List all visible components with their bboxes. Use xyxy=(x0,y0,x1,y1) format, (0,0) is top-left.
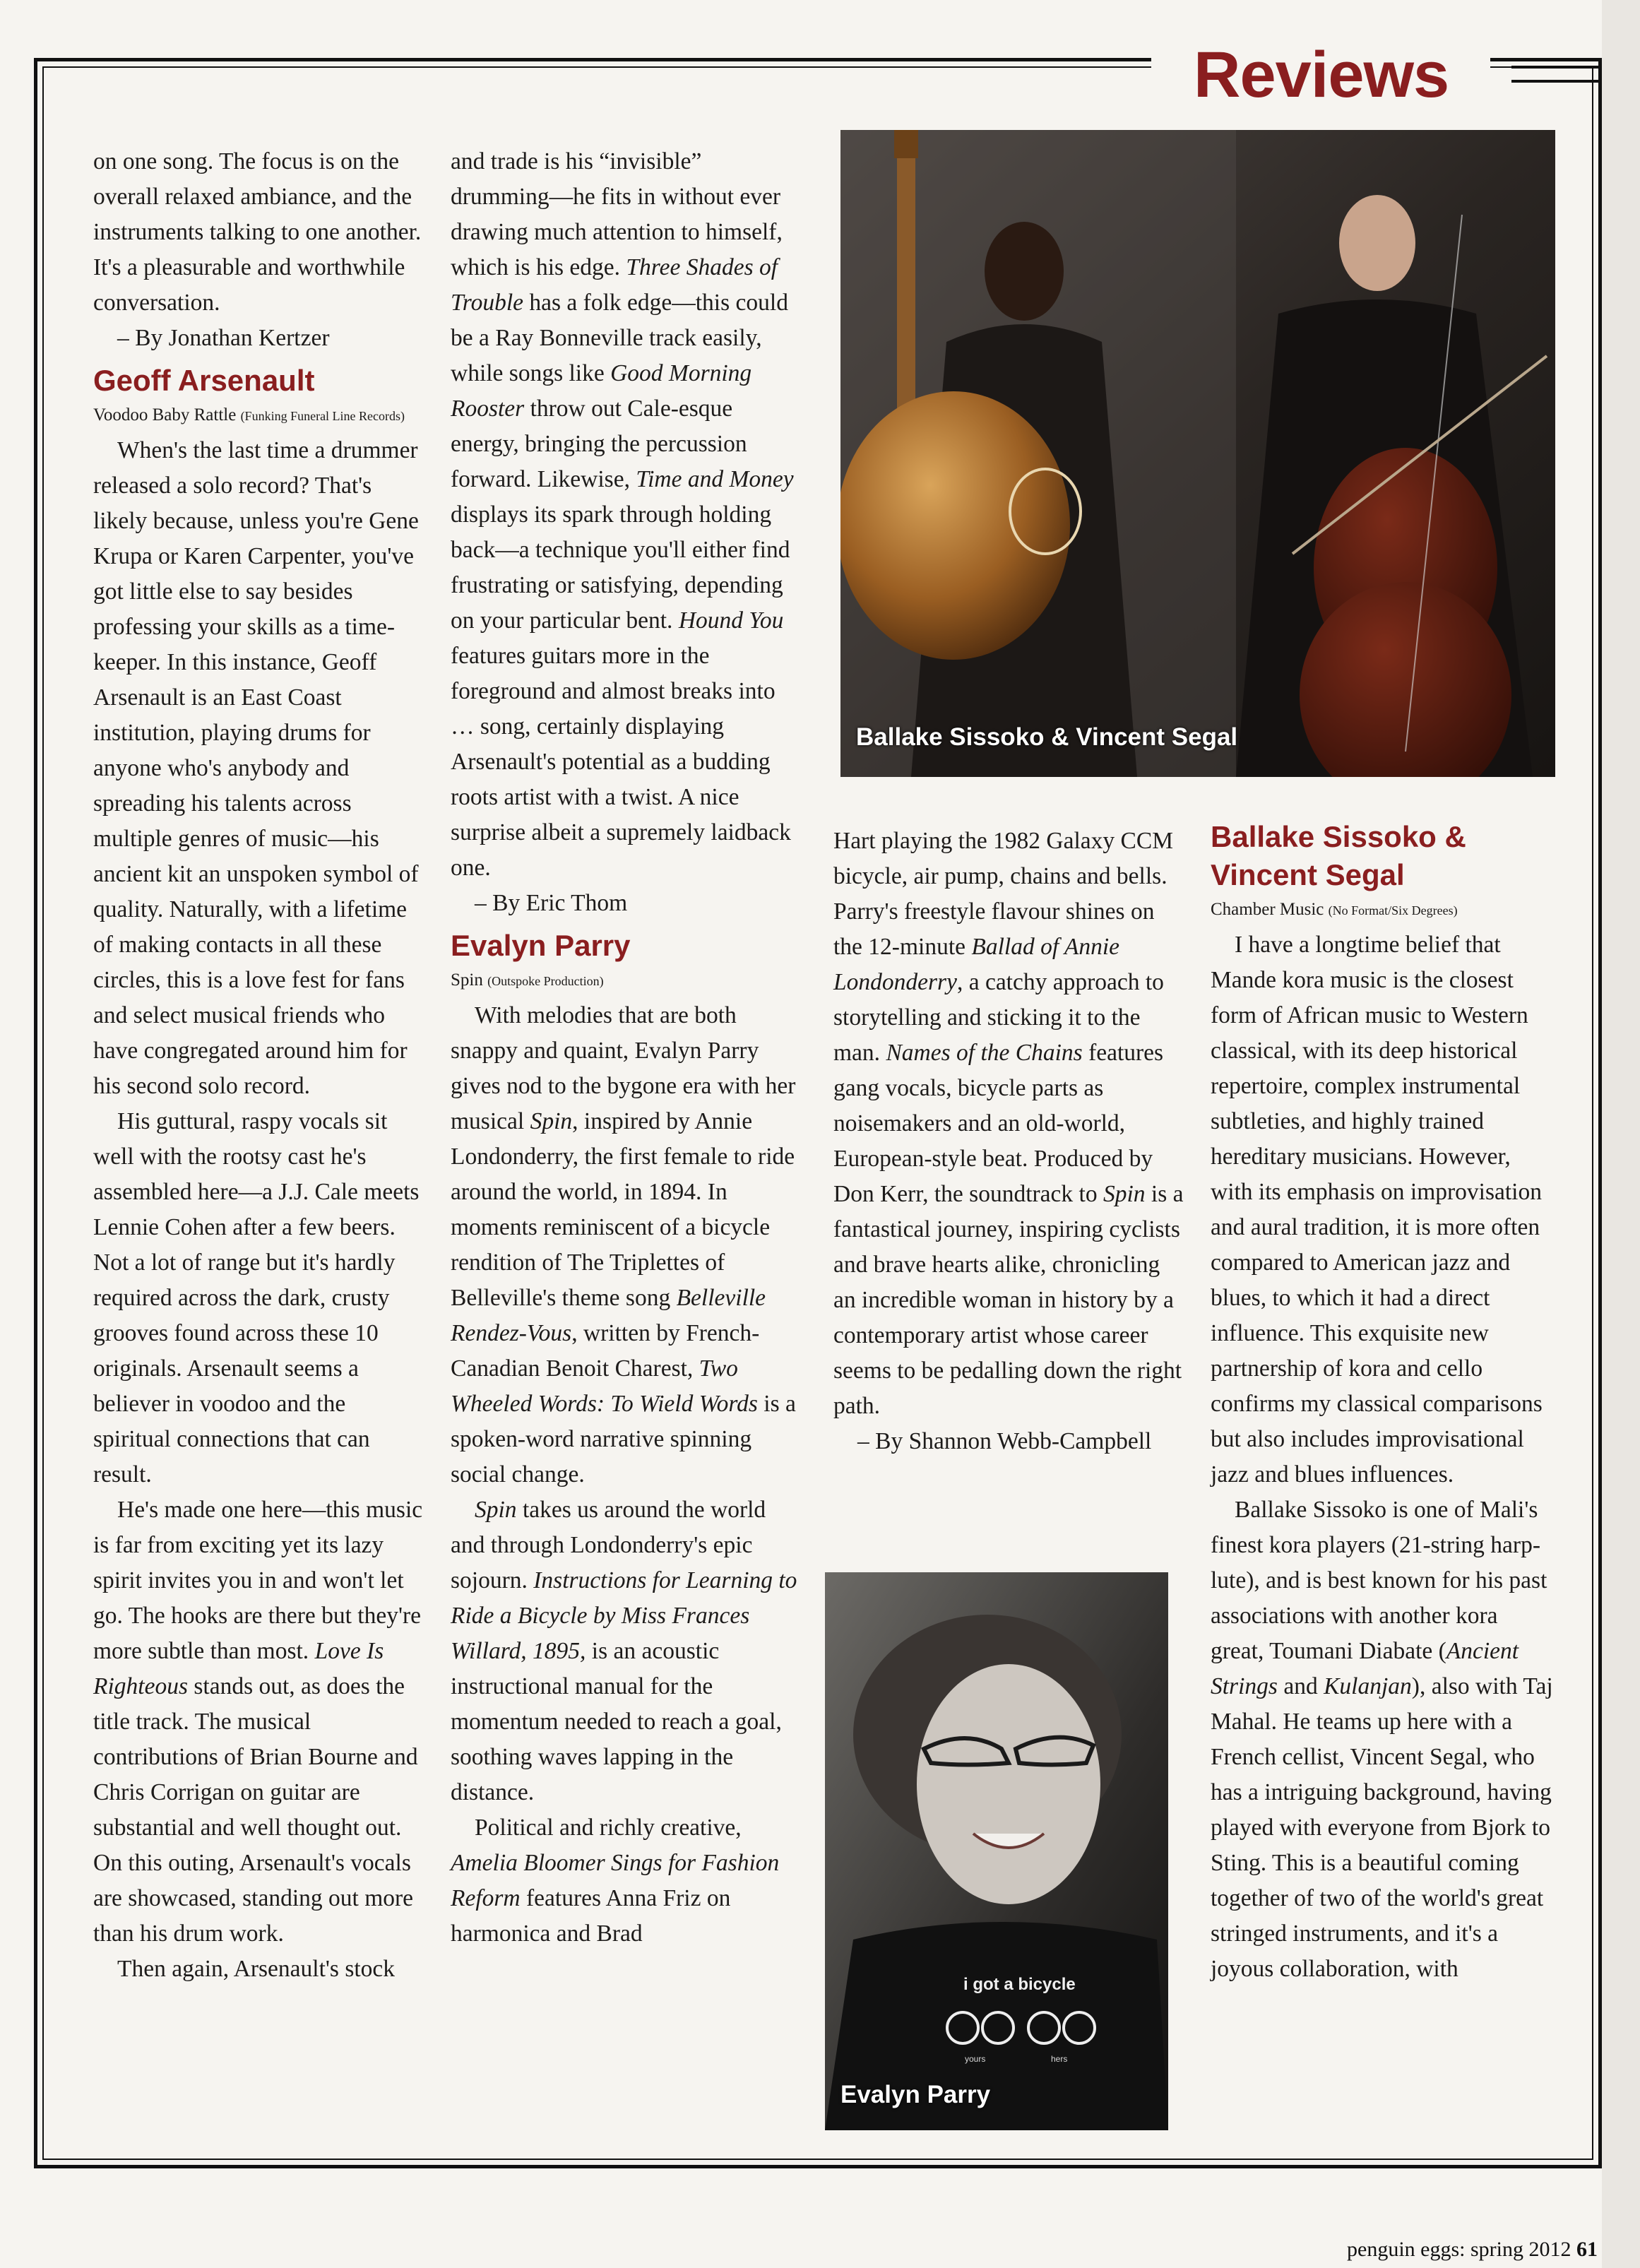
song-title: Hound You xyxy=(678,607,784,634)
album-info xyxy=(451,968,798,994)
page-number: 61 xyxy=(1576,2238,1598,2261)
album-label: (Funking Funeral Line Records) xyxy=(240,409,405,423)
review-paragraph: I have a longtime belief that Mande kora music is the closest form of African music to Western classical, with its deep historical repertoire, complex instrumental subtleties, and highly trained hereditary musicians. However, with its emphasis on improvisation and aural tradition, it is more often compared to American jazz and blues, to which it had a direct influence. This exquisite new partnership of kora and cello confirms my classical comparisons but also includes improvisational jazz and blues influences. xyxy=(1211,932,1543,1488)
facing-page-edge xyxy=(1602,0,1640,2268)
continued-text: and trade is his “invisible” drumming—he fits in without ever drawing much attention to himself, which is his edge. Three Shades of Trouble has a folk edge—this could be a Ray Bonneville track easily, while songs like Good Morning Rooster throw out Cale-esque energy, bringing the percussion forward. Likewise, Time and Money displays its spark through holding back—a technique you'll either find frustrating or satisfying, depending on your particular bent. Hound You features guitars more in the foreground and almost breaks into … song, certainly displaying Arsenault's potential as a budding roots artist with a twist. A nice surprise albeit a supremely laidback one. xyxy=(451,148,794,881)
album-label: (Outspoke Production) xyxy=(487,974,604,988)
continued-text: on one song. The focus is on the overall relaxed ambiance, and the instruments talking to one another. It's a pleasurable and worthwhile conversation. xyxy=(93,148,422,316)
photo-illustration xyxy=(825,1572,1168,2130)
song-title: Good Morning Rooster xyxy=(451,360,752,422)
review-paragraph: Spin takes us around the world and through Londonderry's epic sojourn. Instructions for Learning to Ride a Bicycle by Miss Frances Willard, 1895, is an acoustic instructional manual for the momentum needed to reach a goal, soothing waves lapping in the distance. xyxy=(451,1497,797,1805)
photo-illustration xyxy=(840,130,1555,777)
page-footer xyxy=(1347,2238,1598,2262)
album-title: Chamber Music xyxy=(1211,900,1324,919)
song-title: Time and Money xyxy=(636,466,794,492)
album-title: Spin xyxy=(451,970,483,990)
review-paragraph: Political and richly creative, Amelia Bloomer Sings for Fashion Reform features Anna Friz on harmonica and Brad xyxy=(451,1815,780,1947)
photo-caption: Evalyn Parry xyxy=(840,2081,991,2108)
review-paragraph: His guttural, raspy vocals sit well with the rootsy cast he's assembled here—a J.J. Cale meets Lennie Cohen after a few beers. Not a lot of range but it's hardly required across the dark, crusty grooves found across these 10 originals. Arsenault seems a believer in voodoo and the spiritual connections that can result. xyxy=(93,1108,420,1488)
column-1 xyxy=(93,144,424,1987)
photo-sissoko-segal xyxy=(840,130,1555,777)
column-2 xyxy=(451,144,798,1952)
continued-text: Hart playing the 1982 Galaxy CCM bicycle, air pump, chains and bells. Parry's freestyle flavour shines on the 12-minute Ballad of Annie Londonderry, a catchy approach to storytelling and sticking it to the man. Names of the Chains features gang vocals, bicycle parts as noisemakers and an old-world, European-style beat. Produced by Don Kerr, the soundtrack to Spin is a fantastical journey, inspiring cyclists and brave hearts alike, chronicling an incredible woman in history by a contemporary artist whose career seems to be pedalling down the right path. xyxy=(833,828,1184,1419)
column-3 xyxy=(833,824,1188,1459)
byline: – By Eric Thom xyxy=(475,890,628,916)
shirt-text: i got a bicycle xyxy=(963,1975,1076,1994)
column-4 xyxy=(1211,818,1554,1987)
shirt-text: yours xyxy=(965,2054,986,2064)
review-artist-heading: Evalyn Parry xyxy=(451,929,631,962)
review-paragraph: He's made one here—this music is far from exciting yet its lazy spirit invites you in and won't let go. The hooks are there but they're more subtle than most. Love Is Righteous stands out, as does the title track. The musical contributions of Brian Bourne and Chris Corrigan on guitar are substantial and well thought out. On this outing, Arsenault's vocals are showcased, standing out more than his drum work. xyxy=(93,1497,423,1947)
album-info xyxy=(1211,897,1554,923)
byline: – By Jonathan Kertzer xyxy=(117,325,330,351)
review-artist-heading: Geoff Arsenault xyxy=(93,364,315,397)
publication-name: penguin eggs: spring 2012 xyxy=(1347,2238,1571,2261)
album-title: Voodoo Baby Rattle xyxy=(93,405,237,424)
photo-caption: Ballake Sissoko & Vincent Segal xyxy=(856,723,1238,751)
review-paragraph: Then again, Arsenault's stock xyxy=(117,1956,396,1982)
shirt-text: hers xyxy=(1051,2054,1068,2064)
header-rule-top xyxy=(1511,66,1602,69)
album-info xyxy=(93,403,424,429)
byline: – By Shannon Webb-Campbell xyxy=(857,1428,1152,1454)
review-paragraph: With melodies that are both snappy and quaint, Evalyn Parry gives nod to the bygone era with her musical Spin, inspired by Annie Londonderry, the first female to ride around the world, in 1894. In moments reminiscent of a bicycle rendition of The Triplettes of Belleville's theme song Belleville Rendez-Vous, written by French-Canadian Benoit Charest, Two Wheeled Words: To Wield Words is a spoken-word narrative spinning social change. xyxy=(451,1002,796,1488)
header-rule-bottom xyxy=(1511,80,1602,83)
album-label: (No Format/Six Degrees) xyxy=(1328,903,1458,918)
section-title: Reviews xyxy=(1194,39,1449,111)
song-title: Love Is Righteous xyxy=(93,1638,384,1699)
review-artist-heading: Ballake Sissoko & Vincent Segal xyxy=(1211,820,1466,891)
review-paragraph: When's the last time a drummer released a solo record? That's likely because, unless you're Gene Krupa or Karen Carpenter, you've got little else to say besides professing your skills as a time-keeper. In this instance, Geoff Arsenault is an East Coast institution, playing drums for anyone who's anybody and spreading his talents across multiple genres of music—his ancient kit an unspoken symbol of quality. Naturally, with a lifetime of making contacts in all these circles, this is a love fest for fans and select musical friends who have congregated around him for his second solo record. xyxy=(93,437,419,1099)
review-paragraph: Ballake Sissoko is one of Mali's finest kora players (21-string harp-lute), and is best known for his past associations with another kora great, Toumani Diabate (Ancient Strings and Kulanjan), also with Taj Mahal. He teams up here with a French cellist, Vincent Segal, who has a intriguing background, having played with everyone from Bjork to Sting. This is a beautiful coming together of two of the world's great stringed instruments, and it's a joyous collaboration, with xyxy=(1211,1497,1553,1982)
song-title: Three Shades of Trouble xyxy=(451,254,778,316)
photo-evalyn-parry xyxy=(825,1572,1168,2130)
